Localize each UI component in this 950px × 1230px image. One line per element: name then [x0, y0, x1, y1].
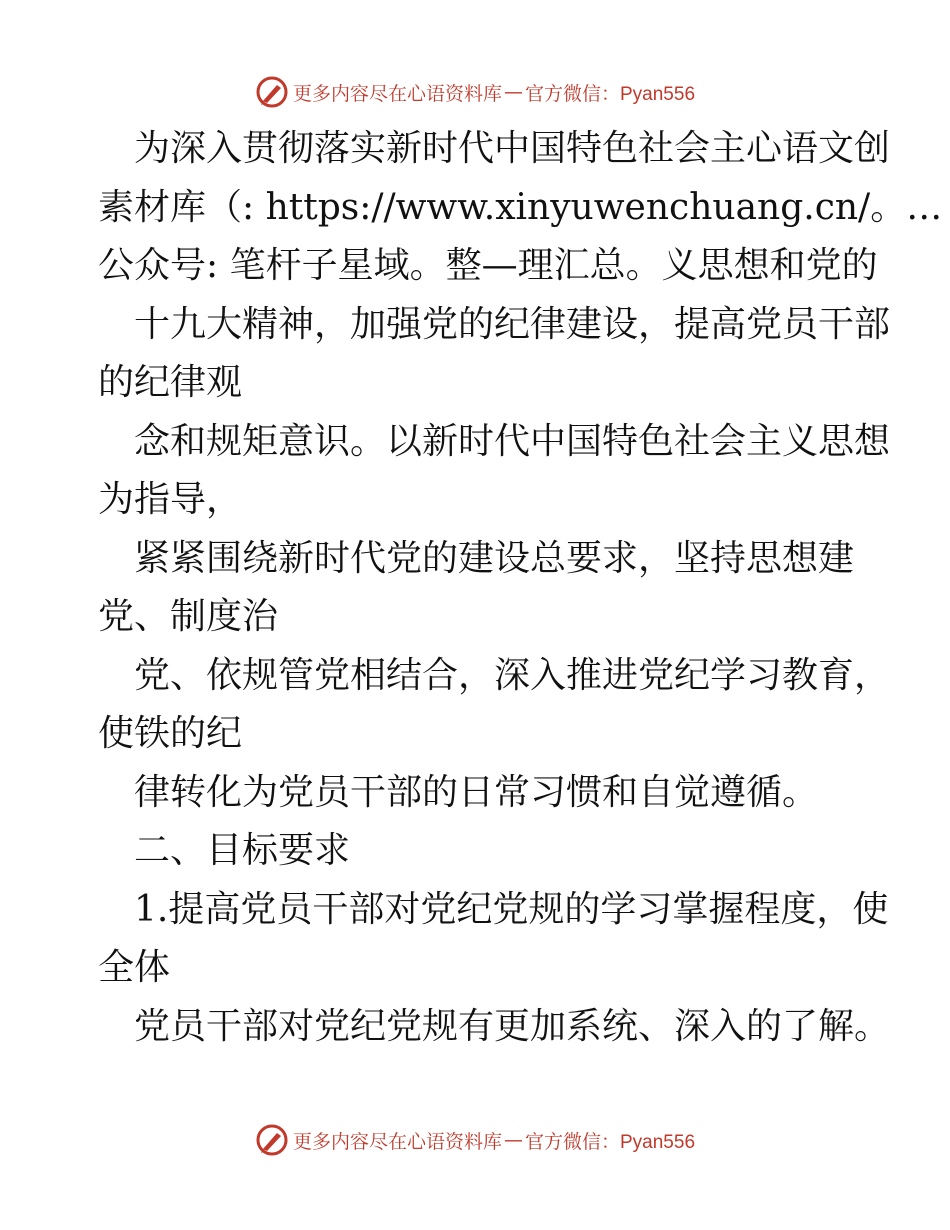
body-line: 使铁的纪	[98, 713, 243, 754]
body-line: 十九大精神，加强党的纪律建设，提高党员干部	[134, 303, 891, 345]
body-line: 紧紧围绕新时代党的建设总要求，坚持思想建	[134, 537, 855, 579]
footer-banner-separator: —	[504, 1129, 523, 1151]
pen-logo-icon	[255, 1123, 289, 1157]
body-line: 全体	[98, 947, 171, 988]
body-line: 念和规矩意识。以新时代中国特色社会主义思想	[134, 420, 891, 462]
body-line: 素材库（: https://www.xinyuwenchuang.cn/。…	[98, 186, 943, 228]
body-line: 1.提高党员干部对党纪党规的学习掌握程度，使	[134, 888, 889, 930]
header-banner	[0, 72, 950, 112]
body-line: 公众号: 笔杆子星域。整—理汇总。义思想和党的	[98, 245, 878, 286]
body-line: 党、制度治	[98, 596, 279, 637]
pen-logo-icon	[255, 75, 289, 109]
footer-banner-text: 更多内容尽在心语资料库	[292, 1130, 502, 1153]
footer-banner	[0, 1120, 950, 1160]
body-line: 的纪律观	[98, 362, 243, 403]
header-banner-contact: 官方微信：Pyan556	[525, 83, 696, 105]
footer-banner-contact: 官方微信：Pyan556	[525, 1131, 696, 1153]
section-heading: 二、目标要求	[134, 830, 351, 871]
body-line: 为深入贯彻落实新时代中国特色社会主心语文创	[134, 128, 891, 169]
body-line: 党、依规管党相结合，深入推进党纪学习教育，	[134, 654, 891, 696]
header-banner-text: 更多内容尽在心语资料库	[292, 82, 502, 105]
header-banner-separator: —	[504, 81, 523, 103]
document-body	[98, 120, 943, 1056]
body-line: 律转化为党员干部的日常习惯和自觉遵循。	[134, 771, 819, 813]
body-line: 党员干部对党纪党规有更加系统、深入的了解。	[134, 1005, 891, 1047]
body-line: 为指导，	[98, 479, 243, 520]
